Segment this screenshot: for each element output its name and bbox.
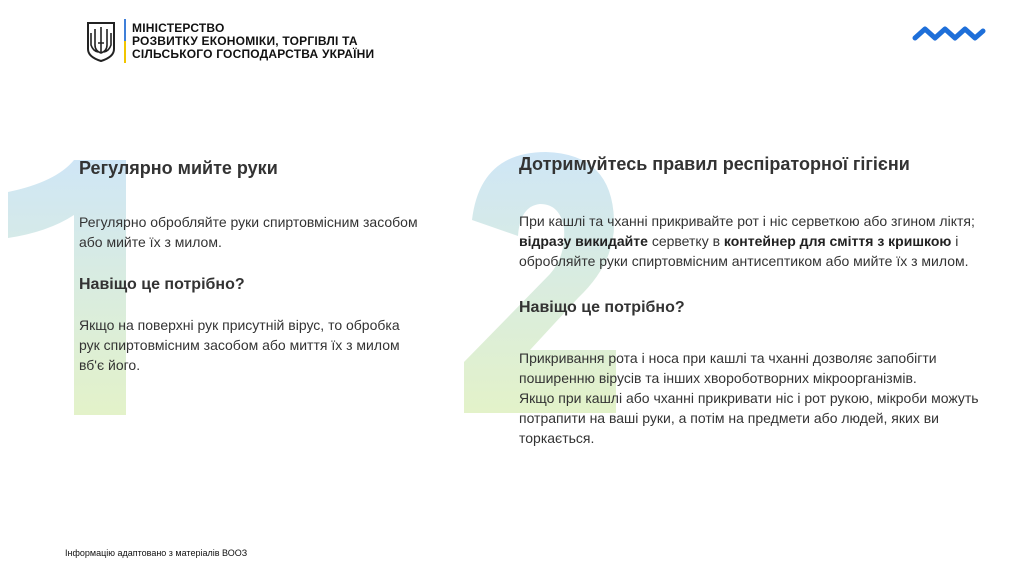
section2-why-text-1: Прикривання рота і носа при кашлі та чханні дозволяє запобігти поширенню вірусів та інших хвороботворних мікроорганізмів.: [519, 350, 937, 386]
section1-why-text: Якщо на поверхні рук присутній вірус, то обробка рук спиртовмісним засобом або миття їх з милом вб'є його.: [79, 317, 400, 373]
section1-title: Регулярно мийте руки: [79, 158, 278, 178]
ministry-line-3: СІЛЬСЬКОГО ГОСПОДАРСТВА УКРАЇНИ: [132, 46, 375, 61]
section2-text-bold2: контейнер для сміття з кришкою: [723, 233, 952, 249]
section-hand-washing: [79, 156, 419, 375]
section2-text-part1: При кашлі та чханні прикривайте рот і ніс серветкою або згином ліктя;: [519, 213, 975, 229]
section-respiratory-hygiene: [519, 152, 979, 448]
ministry-title: [132, 22, 374, 61]
section2-title: Дотримуйтесь правил респіраторної гігієни: [519, 154, 910, 174]
waves-logo-icon: [912, 24, 986, 42]
section2-text-part2: серветку в: [647, 233, 724, 249]
section1-text: Регулярно обробляйте руки спиртовмісним засобом або мийте їх з милом.: [79, 214, 418, 250]
ministry-line-2: РОЗВИТКУ ЕКОНОМІКИ, ТОРГІВЛІ ТА: [132, 33, 358, 48]
section2-why-text-2: Якщо при кашлі або чханні прикривати ніс і рот рукою, мікроби можуть потрапити на ваші руки, а потім на предмети або людей, яких ви торкається.: [519, 390, 979, 446]
header-divider: [124, 19, 126, 63]
coat-of-arms-icon: [86, 19, 116, 63]
section2-text: [519, 211, 979, 271]
section1-why-title: Навіщо це потрібно?: [79, 276, 245, 293]
section2-text-bold1: відразу викидайте: [519, 233, 648, 249]
ministry-line-1: МІНІСТЕРСТВО: [132, 20, 225, 35]
footnote: Інформацію адаптовано з матеріалів ВООЗ: [65, 548, 248, 558]
section2-why-title: Навіщо це потрібно?: [519, 299, 685, 316]
ministry-header: [86, 16, 374, 66]
section2-text-part3: і обробляйте руки спиртовмісним антисептиком або мийте їх з милом.: [519, 233, 969, 269]
